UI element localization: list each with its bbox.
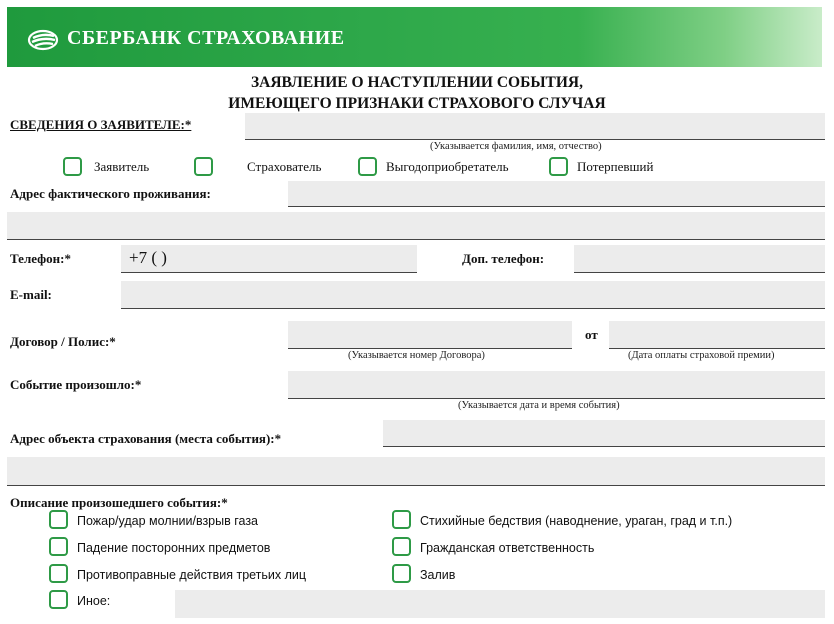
applicant-name-field[interactable] [245, 113, 825, 140]
phone-label: Телефон:* [10, 251, 71, 266]
form-title-line2: ИМЕЮЩЕГО ПРИЗНАКИ СТРАХОВОГО СЛУЧАЯ [228, 95, 606, 112]
role-applicant-checkbox[interactable] [63, 157, 82, 176]
option-liability-checkbox[interactable] [392, 537, 411, 556]
description-label: Описание произошедшего события:* [10, 495, 228, 510]
option-falling-objects-label: Падение посторонних предметов [77, 541, 271, 555]
role-victim-checkbox[interactable] [549, 157, 568, 176]
email-label: E-mail: [10, 287, 52, 302]
phone-prefix: +7 ( ) [129, 248, 167, 267]
brand-logo-text: СБЕРБАНК СТРАХОВАНИЕ [67, 27, 345, 49]
event-label: Событие произошло:* [10, 377, 142, 392]
option-third-party-checkbox[interactable] [49, 564, 68, 583]
contract-number-field[interactable] [288, 321, 572, 349]
object-address-label: Адрес объекта страхования (места события):* [10, 431, 282, 446]
contract-date-hint: (Дата оплаты страховой премии) [628, 350, 775, 361]
address-field-line1[interactable] [288, 181, 825, 207]
role-beneficiary-checkbox[interactable] [358, 157, 377, 176]
option-third-party-label: Противоправные действия третьих лиц [77, 568, 307, 582]
sberbank-logo-icon [27, 29, 59, 51]
applicant-name-hint: (Указывается фамилия, имя, отчество) [430, 141, 602, 152]
role-insurer-checkbox[interactable] [194, 157, 213, 176]
option-natural-disaster-label: Стихийные бедствия (наводнение, ураган, град и т.п.) [420, 514, 733, 528]
address-field-line2[interactable] [7, 212, 825, 240]
form-title-line1: ЗАЯВЛЕНИЕ О НАСТУПЛЕНИИ СОБЫТИЯ, [250, 74, 584, 91]
option-other-field[interactable] [175, 590, 825, 618]
contract-label: Договор / Полис:* [10, 334, 116, 349]
contract-number-hint: (Указывается номер Договора) [348, 350, 485, 361]
extra-phone-field[interactable] [574, 245, 825, 273]
option-liability-label: Гражданская ответственность [420, 541, 595, 555]
option-other-checkbox[interactable] [49, 590, 68, 609]
address-label: Адрес фактического проживания: [10, 186, 211, 201]
role-victim-label: Потерпевший [577, 159, 654, 174]
extra-phone-label: Доп. телефон: [462, 251, 545, 266]
role-insurer-label: Страхователь [247, 159, 322, 174]
object-address-field-line2[interactable] [7, 457, 825, 486]
option-falling-objects-checkbox[interactable] [49, 537, 68, 556]
option-other-label: Иное: [77, 594, 111, 608]
applicant-label: СВЕДЕНИЯ О ЗАЯВИТЕЛЕ:* [10, 117, 192, 132]
option-natural-disaster-checkbox[interactable] [392, 510, 411, 529]
event-datetime-field[interactable] [288, 371, 825, 399]
contract-date-field[interactable] [609, 321, 825, 349]
option-flood-checkbox[interactable] [392, 564, 411, 583]
email-field[interactable] [121, 281, 825, 309]
event-hint: (Указывается дата и время события) [458, 400, 620, 411]
option-fire-label: Пожар/удар молнии/взрыв газа [77, 514, 259, 528]
option-flood-label: Залив [420, 568, 456, 582]
object-address-field-line1[interactable] [383, 420, 825, 447]
contract-from-label: от [585, 327, 598, 342]
option-fire-checkbox[interactable] [49, 510, 68, 529]
role-beneficiary-label: Выгодоприобретатель [386, 159, 509, 174]
role-applicant-label: Заявитель [94, 159, 150, 174]
